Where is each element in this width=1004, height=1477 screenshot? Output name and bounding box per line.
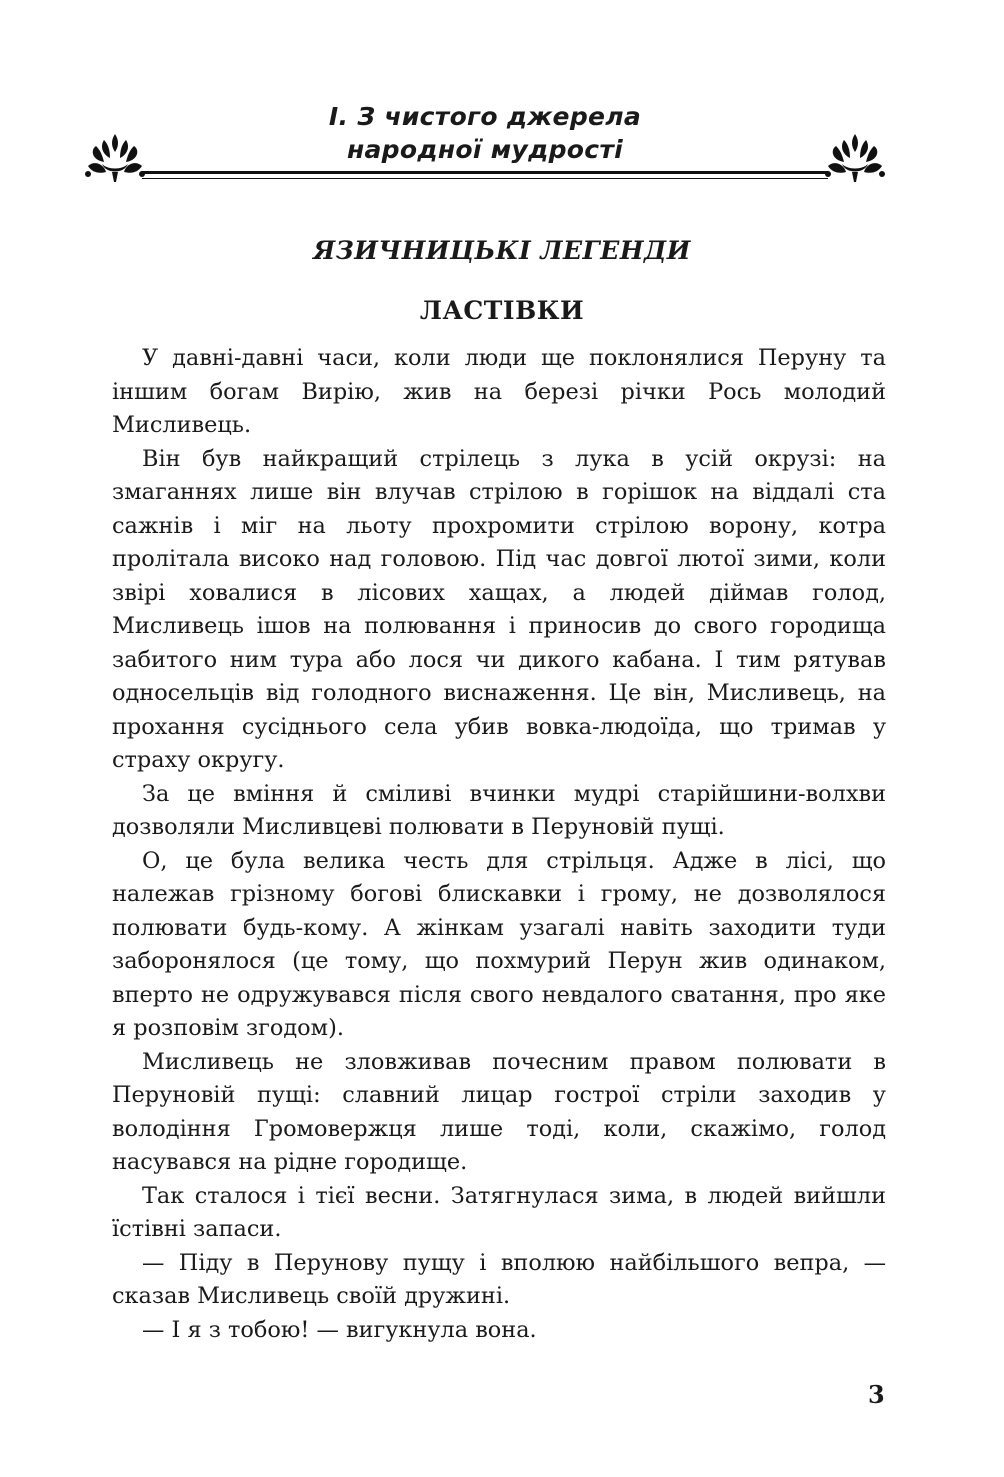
section-title: ЯЗИЧНИЦЬКІ ЛЕГЕНДИ (313, 236, 691, 265)
paragraph: У давні-давні часи, коли люди ще поклонялися Перуну та іншим богам Вирію, жив на березі річки Рось молодий Мисливець. (112, 345, 886, 438)
header-rule-thin (142, 178, 828, 179)
paragraph: — Піду в Перунову пущу і вполюю найбільшого вепра, — сказав Мисливець своїй дружині. (112, 1249, 886, 1309)
paragraph: Так сталося і тієї весни. Затягнулася зима, в людей вийшли їстівні запаси. (112, 1182, 886, 1242)
header-rule-thick (142, 171, 828, 174)
story-body (112, 342, 886, 1347)
folk-flower-ornament-icon (822, 130, 888, 186)
folk-flower-ornament-icon (82, 130, 148, 186)
paragraph: За це вміння й сміливі вчинки мудрі старійшини-волхви дозволяли Мисливцеві полювати в Перуновій пущі. (112, 780, 886, 840)
paragraph: — І я з тобою! — вигукнула вона. (142, 1316, 537, 1343)
chapter-header (80, 98, 890, 188)
story-title: ЛАСТІВКИ (419, 296, 585, 325)
paragraph: Мисливець не зловживав почесним правом полювати в Перуновій пущі: славний лицар гострої стріли заходив у володіння Громовержця лише тоді, коли, скажімо, голод насувався на рідне городище. (112, 1048, 886, 1175)
chapter-title (230, 100, 740, 166)
paragraph: О, це була велика честь для стрільця. Адже в лісі, що належав грізному богові блискавки і грому, не дозволялося полювати будь-кому. А жінкам узагалі навіть заходити туди заборонялося (це тому, що похмурий Перун жив одинаком, вперто не одружувався після свого невдалого сватання, про яке я розповім згодом). (112, 847, 886, 1041)
page-number: 3 (868, 1380, 885, 1409)
chapter-title-line-2: народної мудрості (346, 135, 624, 164)
paragraph: Він був найкращий стрілець з лука в усій окрузі: на змаганнях лише він влучав стрілою в горішок на віддалі ста сажнів і міг на льоту прохромити стрілою ворону, котра пролітала високо над головою. Під час довгої лютої зими, коли звірі ховалися в лісових хащах, а людей діймав голод, Мисливець ішов на полювання і приносив до свого городища забитого ним тура або лося чи дикого кабана. І тим рятував односельців від голодного виснаження. Це він, Мисливець, на прохання сусіднього села убив вовка-людоїда, що тримав у страху округу. (112, 445, 886, 773)
chapter-title-line-1: І. З чистого джерела (328, 102, 642, 131)
